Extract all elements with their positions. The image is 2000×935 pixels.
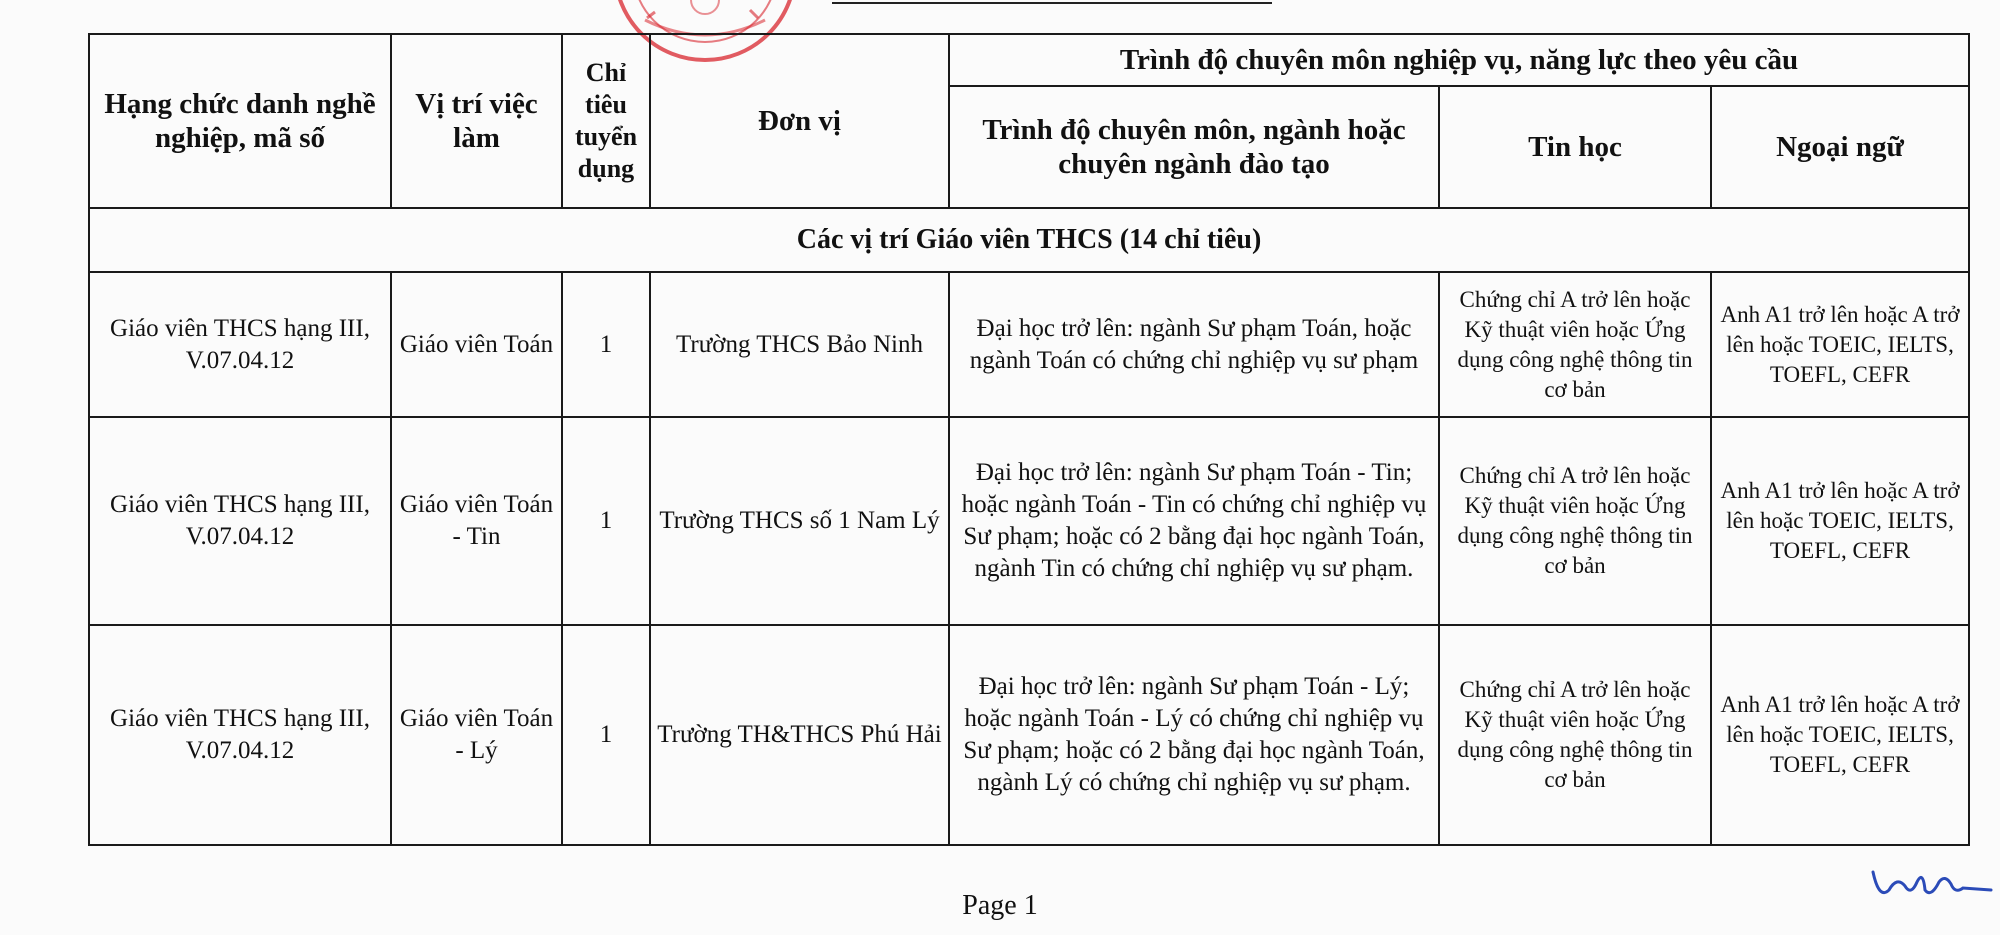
cell-rank: Giáo viên THCS hạng III, V.07.04.12: [89, 625, 391, 845]
header-row-1: [89, 34, 1969, 86]
header-rank: Hạng chức danh nghề nghiệp, mã số: [89, 34, 391, 208]
cell-it: Chứng chỉ A trở lên hoặc Kỹ thuật viên hoặc Ứng dụng công nghệ thông tin cơ bản: [1439, 625, 1711, 845]
cell-quota: 1: [562, 417, 650, 625]
header-degree: Trình độ chuyên môn, ngành hoặc chuyên ngành đào tạo: [949, 86, 1439, 208]
section-row: [89, 208, 1969, 272]
cell-degree: Đại học trở lên: ngành Sư phạm Toán - Lý; hoặc ngành Toán - Lý có chứng chỉ nghiệp vụ Sư phạm; hoặc có 2 bằng đại học ngành Toán, ngành Lý có chứng chỉ nghiệp vụ sư phạm.: [949, 625, 1439, 845]
cell-position: Giáo viên Toán - Tin: [391, 417, 562, 625]
table-row: [89, 272, 1969, 417]
cell-unit: Trường TH&THCS Phú Hải: [650, 625, 949, 845]
table-row: [89, 625, 1969, 845]
cell-language: Anh A1 trở lên hoặc A trở lên hoặc TOEIC, IELTS, TOEFL, CEFR: [1711, 625, 1969, 845]
header-quota: Chỉ tiêu tuyển dụng: [562, 34, 650, 208]
cell-unit: Trường THCS số 1 Nam Lý: [650, 417, 949, 625]
cell-rank: Giáo viên THCS hạng III, V.07.04.12: [89, 417, 391, 625]
cell-position: Giáo viên Toán - Lý: [391, 625, 562, 845]
cell-language: Anh A1 trở lên hoặc A trở lên hoặc TOEIC, IELTS, TOEFL, CEFR: [1711, 272, 1969, 417]
recruitment-table: [88, 33, 1970, 846]
cell-quota: 1: [562, 272, 650, 417]
header-it: Tin học: [1439, 86, 1711, 208]
cell-it: Chứng chỉ A trở lên hoặc Kỹ thuật viên hoặc Ứng dụng công nghệ thông tin cơ bản: [1439, 272, 1711, 417]
cell-it: Chứng chỉ A trở lên hoặc Kỹ thuật viên hoặc Ứng dụng công nghệ thông tin cơ bản: [1439, 417, 1711, 625]
header-unit: Đơn vị: [650, 34, 949, 208]
cell-position: Giáo viên Toán: [391, 272, 562, 417]
cell-degree: Đại học trở lên: ngành Sư phạm Toán - Tin; hoặc ngành Toán - Tin có chứng chỉ nghiệp vụ Sư phạm; hoặc có 2 bằng đại học ngành Toán, ngành Tin có chứng chỉ nghiệp vụ sư phạm.: [949, 417, 1439, 625]
cell-unit: Trường THCS Bảo Ninh: [650, 272, 949, 417]
header-requirements-group: Trình độ chuyên môn nghiệp vụ, năng lực theo yêu cầu: [949, 34, 1969, 86]
table-row: [89, 417, 1969, 625]
page-number: Page 1: [962, 890, 1038, 921]
cell-rank: Giáo viên THCS hạng III, V.07.04.12: [89, 272, 391, 417]
header-language: Ngoại ngữ: [1711, 86, 1969, 208]
cell-language: Anh A1 trở lên hoặc A trở lên hoặc TOEIC, IELTS, TOEFL, CEFR: [1711, 417, 1969, 625]
header-position: Vị trí việc làm: [391, 34, 562, 208]
section-title: Các vị trí Giáo viên THCS (14 chỉ tiêu): [89, 208, 1969, 272]
cell-degree: Đại học trở lên: ngành Sư phạm Toán, hoặc ngành Toán có chứng chỉ nghiệp vụ sư phạm: [949, 272, 1439, 417]
cell-quota: 1: [562, 625, 650, 845]
top-rule: [832, 2, 1272, 4]
